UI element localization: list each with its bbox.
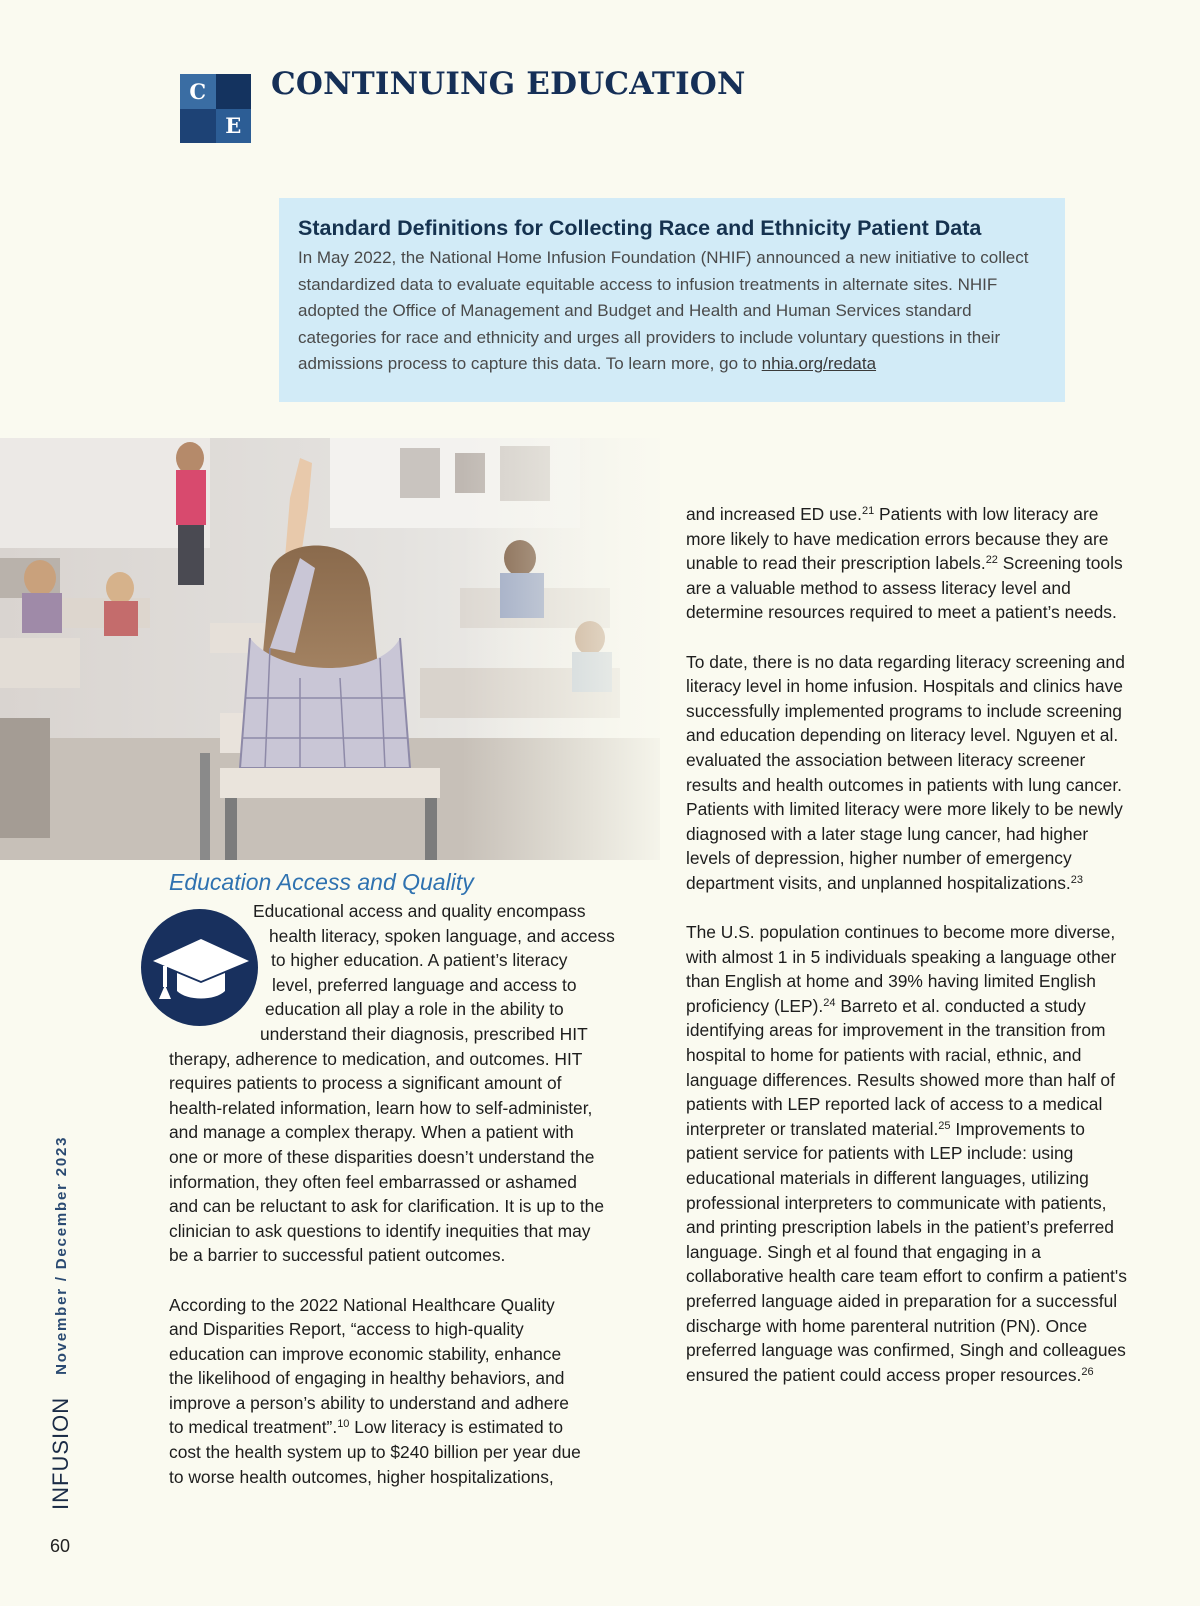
text-line: health literacy, spoken language, and access bbox=[269, 925, 615, 946]
text-line: be a barrier to successful patient outcomes. bbox=[169, 1245, 506, 1266]
reference-superscript: 25 bbox=[938, 1119, 951, 1132]
text-line: education all play a role in the ability to bbox=[265, 999, 564, 1020]
text-line: the likelihood of engaging in healthy behaviors, and bbox=[169, 1368, 565, 1389]
text-line: level, preferred language and access to bbox=[272, 974, 577, 995]
text-line: health-related information, learn how to self-administer, bbox=[169, 1097, 593, 1118]
text-line: information, they often feel embarrassed or ashamed bbox=[169, 1171, 577, 1192]
text-line: understand their diagnosis, prescribed HIT bbox=[260, 1023, 588, 1044]
text-line: education can improve economic stability, enhance bbox=[169, 1343, 562, 1364]
page-number: 60 bbox=[50, 1536, 71, 1556]
ce-logo-c: C bbox=[180, 74, 216, 109]
section-title: CONTINUING EDUCATION bbox=[271, 66, 746, 102]
text-line: Educational access and quality encompass bbox=[253, 901, 586, 921]
text-line: and can be reluctant to ask for clarification. It is up to the bbox=[169, 1196, 605, 1217]
paragraph: The U.S. population continues to become more diverse, with almost 1 in 5 individuals speaking a language other than English at home and 39% having limited English proficiency (LEP).$^{24}$ Barreto et al. conducted a study identifying areas for improvement in the transition from hospital to home for patients with racial, ethnic, and language differences. Results showed more than half of patients with LEP reported lack of access to a medical interpreter or translated material.$^{25}$ Improvements to patient service for patients with LEP include: using educational materials in different languages, utilizing professional interpreters to communicate with patients, and printing prescription labels in the patient’s preferred language. Singh et al found that engaging in a collaborative health care team effort to confirm a patient's preferred language aided in preparation for a successful discharge with home parenteral nutrition (PN). Once preferred language was confirmed, Singh and colleagues ensured the patient could access proper resources.$^{26}$ bbox=[686, 922, 1127, 1385]
text-line: and Disparities Report, “access to high-quality bbox=[169, 1319, 524, 1340]
text-line: to worse health outcomes, higher hospitalizations, bbox=[169, 1466, 554, 1487]
paragraph: To date, there is no data regarding literacy screening and literacy level in home infusion. Hospitals and clinics have successfully implemented programs to include screening and education depending on literacy level. Nguyen et al. evaluated the association between literacy screener results and health outcomes in patients with lung cancer. Patients with limited literacy were more likely to be newly diagnosed with a later stage lung cancer, had higher levels of depression, higher number of emergency department visits, and unplanned hospitalizations.$^{23}$ bbox=[686, 651, 1125, 893]
issue-date: November / December 2023 bbox=[52, 1135, 70, 1375]
text-line: cost the health system up to $240 billion per year due bbox=[169, 1442, 581, 1463]
text-line: therapy, adherence to medication, and outcomes. HIT bbox=[169, 1048, 583, 1069]
text-line: to medical treatment”.$^{10}$ Low literacy is estimated to bbox=[169, 1417, 564, 1438]
callout-title: Standard Definitions for Collecting Race and Ethnicity Patient Data bbox=[298, 216, 982, 240]
text-line: improve a person’s ability to understand and adhere bbox=[169, 1392, 569, 1413]
reference-superscript: 26 bbox=[1081, 1365, 1094, 1378]
classroom-photo bbox=[0, 438, 660, 860]
text-line: to higher education. A patient’s literacy bbox=[271, 950, 568, 971]
reference-superscript: 24 bbox=[823, 996, 836, 1009]
reference-superscript: 10 bbox=[337, 1418, 350, 1431]
reference-superscript: 21 bbox=[861, 505, 875, 517]
sidebar-vertical bbox=[46, 1070, 76, 1510]
callout-body: In May 2022, the National Home Infusion Foundation (NHIF) announced a new initiative to collect standardized data to evaluate equitable access to infusion treatments in alternate sites. NHIF adopted the Office of Management and Budget and Health and Human Services standard categories for race and ethnicity and urges all providers to include voluntary questions in their admissions process to capture this data. To learn more, go to nhia.org/redata bbox=[298, 248, 1029, 374]
redata-link[interactable]: nhia.org/redata bbox=[761, 354, 877, 374]
text-line: According to the 2022 National Healthcare Quality bbox=[169, 1294, 555, 1315]
reference-superscript: 22 bbox=[985, 554, 998, 567]
text-line: one or more of these disparities doesn’t understand the bbox=[169, 1146, 595, 1167]
ce-logo-e: E bbox=[216, 109, 252, 144]
ce-logo bbox=[180, 74, 251, 143]
text-line: and manage a complex therapy. When a patient with bbox=[169, 1122, 574, 1143]
magazine-name: INFUSION bbox=[48, 1396, 73, 1510]
text-line: requires patients to process a significant amount of bbox=[169, 1073, 562, 1094]
text-line: clinician to ask questions to identify inequities that may bbox=[169, 1220, 591, 1241]
left-column-text bbox=[169, 899, 639, 1489]
paragraph: and increased ED use.$^{21}$ Patients with low literacy are more likely to have medication errors because they are unable to read their prescription labels.$^{22}$ Screening tools are a valuable method to assess literacy level and determine resources required to meet a patient’s needs. bbox=[686, 504, 1123, 623]
reference-superscript: 23 bbox=[1070, 873, 1084, 886]
section-heading-education-access: Education Access and Quality bbox=[169, 869, 474, 895]
callout-box bbox=[279, 198, 1065, 402]
right-column-text bbox=[686, 502, 1136, 1412]
